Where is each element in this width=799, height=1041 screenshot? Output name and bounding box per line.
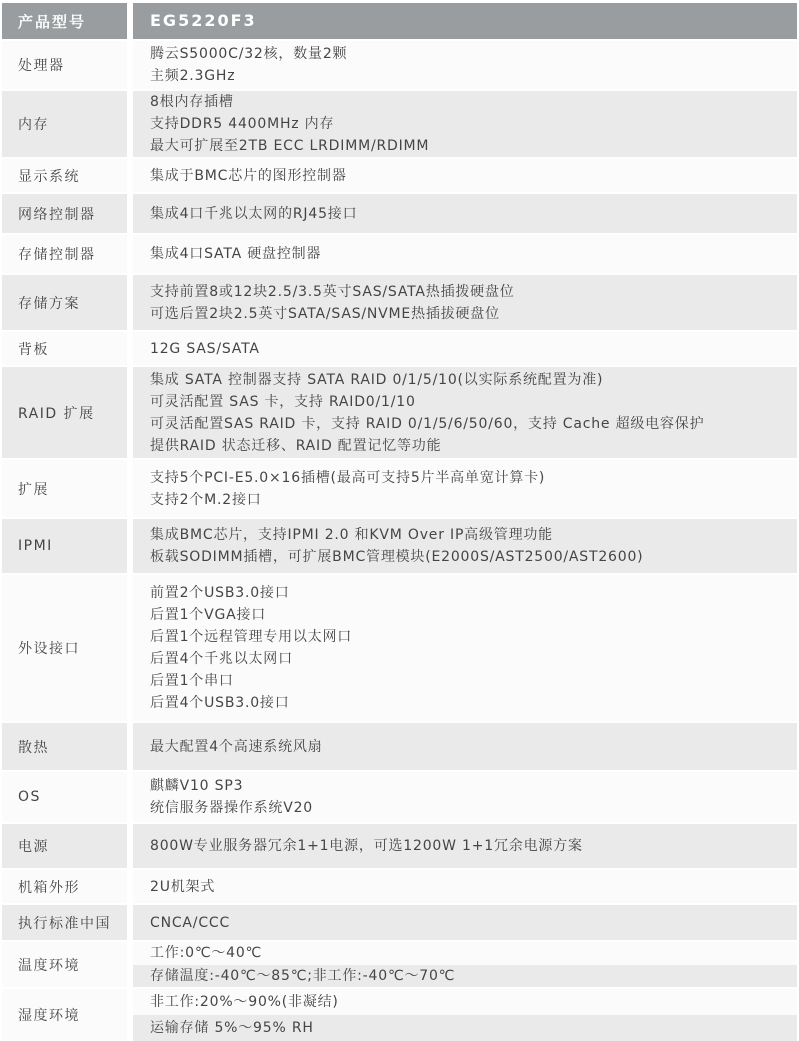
table-header-row [2,3,797,39]
table-row [2,194,797,233]
spec-line: 统信服务器操作系统V20 [150,800,313,816]
table-header-label: 产品型号 [2,3,127,39]
spec-line: 提供RAID 状态迁移、RAID 配置记忆等功能 [150,437,442,454]
row-content [133,235,797,273]
row-content [133,91,797,157]
spec-line: 800W专业服务器冗余1+1电源，可选1200W 1+1冗余电源方案 [150,838,583,854]
row-content [133,332,797,365]
row-label: 网络控制器 [2,194,127,233]
table-row [2,989,797,1041]
spec-line: 后置1个远程管理专用以太网口 [150,629,353,645]
row-content [133,870,797,903]
row-content [133,367,797,458]
table-row [2,942,797,987]
row-label: 执行标准中国 [2,905,127,940]
spec-line: 工作:0℃～40℃ [133,942,797,965]
row-label: 处理器 [2,41,127,89]
table-row [2,275,797,330]
row-content [133,575,797,721]
row-content [133,989,797,1041]
spec-line: 板载SODIMM插槽，可扩展BMC管理模块(E2000S/AST2500/AST2600) [150,549,644,565]
product-model-value: EG5220F3 [133,3,797,39]
spec-line: 后置1个VGA接口 [150,607,267,623]
row-label: 温度环境 [2,942,127,987]
spec-line: 支持前置8或12块2.5/3.5英寸SAS/SATA热插拨硬盘位 [150,283,515,300]
table-row [2,824,797,868]
spec-line: 最大配置4个高速系统风扇 [150,738,323,755]
row-content [133,519,797,573]
spec-line: 最大可扩展至2TB ECC LRDIMM/RDIMM [150,138,430,154]
row-content [133,824,797,868]
spec-line: 后置1个串口 [150,673,234,689]
row-content [133,772,797,822]
table-row [2,723,797,770]
row-label: IPMI [2,519,127,573]
spec-line: 腾云S5000C/32核，数量2颗 [150,46,348,62]
row-label: 扩展 [2,460,127,517]
spec-line: 集成4口千兆以太网的RJ45接口 [150,205,358,222]
row-label: 电源 [2,824,127,868]
spec-line: 存储温度:-40℃～85℃;非工作:-40℃～70℃ [133,965,797,988]
spec-line: 支持DDR5 4400MHz 内存 [150,116,335,132]
spec-line: 后置4个USB3.0接口 [150,695,290,711]
row-label: 背板 [2,332,127,365]
spec-line: 支持5个PCI-E5.0×16插槽(最高可支持5片半高单宽计算卡) [150,469,546,486]
row-content [133,905,797,940]
spec-line: CNCA/CCC [150,914,231,931]
table-row [2,905,797,940]
table-row [2,159,797,192]
spec-rows [2,41,797,1041]
row-content [133,41,797,89]
table-row [2,575,797,721]
row-label: 机箱外形 [2,870,127,903]
spec-line: 可选后置2块2.5英寸SATA/SAS/NVME热插拔硬盘位 [150,305,500,322]
spec-line: 后置4个千兆以太网口 [150,651,293,667]
spec-line: 集成 SATA 控制器支持 SATA RAID 0/1/5/10(以实际系统配置为准) [150,371,604,388]
row-label: OS [2,772,127,822]
table-row [2,41,797,89]
row-content [133,159,797,192]
table-row [2,519,797,573]
table-row [2,460,797,517]
row-content [133,275,797,330]
row-content [133,942,797,987]
row-label: 内存 [2,91,127,157]
table-row [2,367,797,458]
row-content [133,460,797,517]
table-row [2,235,797,273]
spec-line: 8根内存插槽 [150,94,234,110]
row-label: RAID 扩展 [2,367,127,458]
row-label: 外设接口 [2,575,127,721]
spec-line: 可灵活配置SAS RAID 卡，支持 RAID 0/1/5/6/50/60，支持 Cache 超级电容保护 [150,415,705,432]
spec-line: 运输存储 5%～95% RH [133,1015,797,1041]
row-label: 散热 [2,723,127,770]
spec-line: 集成4口SATA 硬盘控制器 [150,246,322,262]
spec-line: 非工作:20%～90%(非凝结) [133,989,797,1015]
spec-line: 集成于BMC芯片的图形控制器 [150,167,347,184]
spec-line: 2U机架式 [150,878,216,895]
spec-line: 可灵活配置 SAS 卡，支持 RAID0/1/10 [150,393,416,410]
table-row [2,332,797,365]
row-label: 存储方案 [2,275,127,330]
table-row [2,91,797,157]
table-row [2,772,797,822]
row-content [133,723,797,770]
spec-line: 集成BMC芯片，支持IPMI 2.0 和KVM Over IP高级管理功能 [150,527,553,543]
spec-line: 麒麟V10 SP3 [150,778,244,794]
row-label: 显示系统 [2,159,127,192]
spec-line: 支持2个M.2接口 [150,491,262,508]
spec-line: 前置2个USB3.0接口 [150,585,290,601]
table-row [2,870,797,903]
row-label: 存储控制器 [2,235,127,273]
spec-line: 主频2.3GHz [150,68,236,84]
row-content [133,194,797,233]
row-label: 湿度环境 [2,989,127,1041]
spec-line: 12G SAS/SATA [150,340,260,357]
